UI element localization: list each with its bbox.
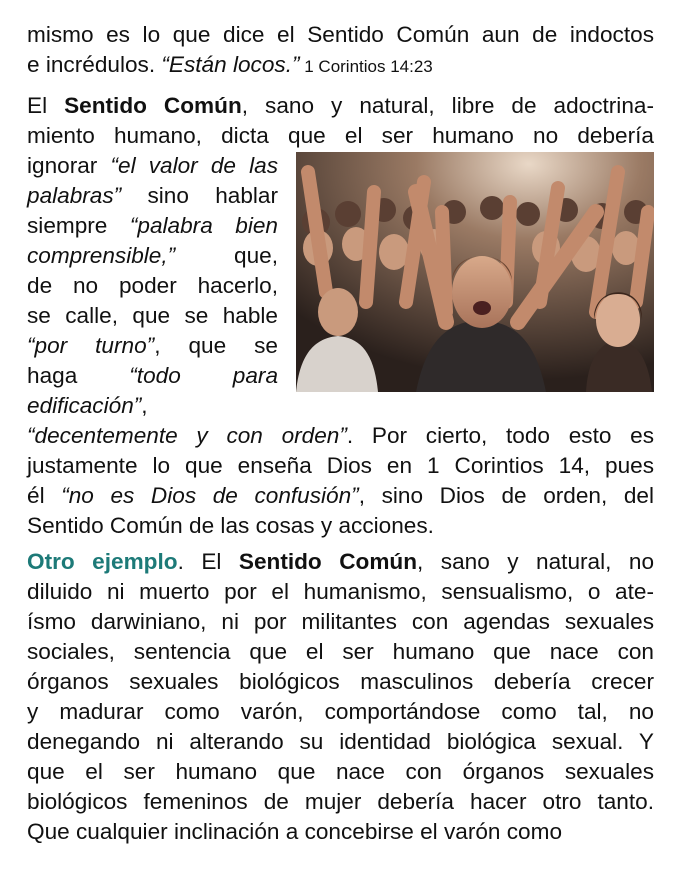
p2-line-6 (27, 241, 278, 271)
text-run: miento humano, dicta que el ser humano no debería (27, 123, 654, 148)
text-run: justamente lo que enseña Dios en 1 Corintios 14, pues (27, 453, 654, 478)
p2-line-9 (27, 331, 278, 361)
p3-line-1 (27, 547, 654, 577)
quote-text: edificación” (27, 393, 142, 418)
p1-line-1 (27, 20, 654, 50)
p2-line-15 (27, 511, 654, 541)
text-run: de no poder hacerlo, (27, 273, 278, 298)
p2-line-8 (27, 301, 278, 331)
p2-line-14 (27, 481, 654, 511)
p2-line-2 (27, 121, 654, 151)
text-run: mismo es lo que dice el Sentido Común aun de indoctos (27, 22, 654, 47)
text-run: , (141, 393, 148, 418)
quote-text: “todo para (129, 363, 279, 388)
text-run: órganos sexuales biológicos masculinos debería crecer (27, 669, 654, 694)
p2-line-4 (27, 181, 278, 211)
text-run: que el ser humano que nace con órganos sexuales (27, 759, 654, 784)
p3-line-10 (27, 817, 654, 847)
p2-line-1 (27, 91, 654, 121)
text-run: . Por cierto, todo esto es (346, 423, 654, 448)
p2-line-13 (27, 451, 654, 481)
quote-text: “el valor de las (110, 153, 278, 178)
p3-line-6 (27, 697, 654, 727)
text-run: El (27, 93, 65, 118)
p2-line-5 (27, 211, 278, 241)
text-run: y madurar como varón, comportándose como tal, no (27, 699, 654, 724)
text-run: Que cualquier inclinación a concebirse el varón como (27, 819, 563, 844)
crowd-illustration (296, 152, 654, 392)
p3-line-3 (27, 607, 654, 637)
quote-text: “Están locos.” (161, 52, 300, 77)
quote-text: “decentemente y con orden” (27, 423, 347, 448)
bold-term: Sentido Común (238, 549, 418, 574)
p3-line-4 (27, 637, 654, 667)
text-run: ignorar (27, 153, 111, 178)
quote-text: “palabra bien (129, 213, 278, 238)
text-run: sociales, sentencia que el ser humano que nace con (27, 639, 654, 664)
section-lead-accent: Otro ejemplo (27, 549, 178, 574)
text-run: siempre (27, 213, 130, 238)
p2-line-3 (27, 151, 278, 181)
bold-term: Sentido Común (64, 93, 242, 118)
text-run: sino hablar (121, 183, 278, 208)
text-run: biológicos femeninos de mujer debería hacer otro tanto. (27, 789, 654, 814)
text-run: ísmo darwiniano, ni por militantes con agendas sexuales (27, 609, 654, 634)
text-run: , sano y natural, no (417, 549, 655, 574)
quote-text: “no es Dios de confusión” (61, 483, 359, 508)
bible-reference: 1 Corintios 14:23 (299, 57, 433, 76)
p3-line-7 (27, 727, 654, 757)
text-run: que, (175, 243, 278, 268)
p2-line-12 (27, 421, 654, 451)
crowd-worship-photo (296, 152, 654, 392)
p3-line-2 (27, 577, 654, 607)
text-run: , sano y natural, libre de adoctrina- (241, 93, 654, 118)
text-run: , que se (154, 333, 278, 358)
quote-text: palabras” (27, 183, 122, 208)
text-run: denegando ni alterando su identidad biológica sexual. Y (27, 729, 654, 754)
p3-line-5 (27, 667, 654, 697)
p3-line-8 (27, 757, 654, 787)
p1-line-2 (27, 50, 654, 80)
text-run: diluido ni muerto por el humanismo, sensualismo, o ate- (27, 579, 654, 604)
text-run: Sentido Común de las cosas y acciones. (27, 513, 434, 538)
p3-line-9 (27, 787, 654, 817)
text-run: él (27, 483, 62, 508)
text-run: , sino Dios de orden, del (358, 483, 655, 508)
quote-text: “por turno” (27, 333, 155, 358)
quote-text: comprensible,” (27, 243, 176, 268)
text-run: se calle, que se hable (27, 303, 278, 328)
p2-line-10 (27, 361, 278, 391)
p2-line-11 (27, 391, 278, 421)
text-run: . El (177, 549, 239, 574)
p2-line-7 (27, 271, 278, 301)
text-run: haga (27, 363, 130, 388)
text-run: e incrédulos. (27, 52, 162, 77)
